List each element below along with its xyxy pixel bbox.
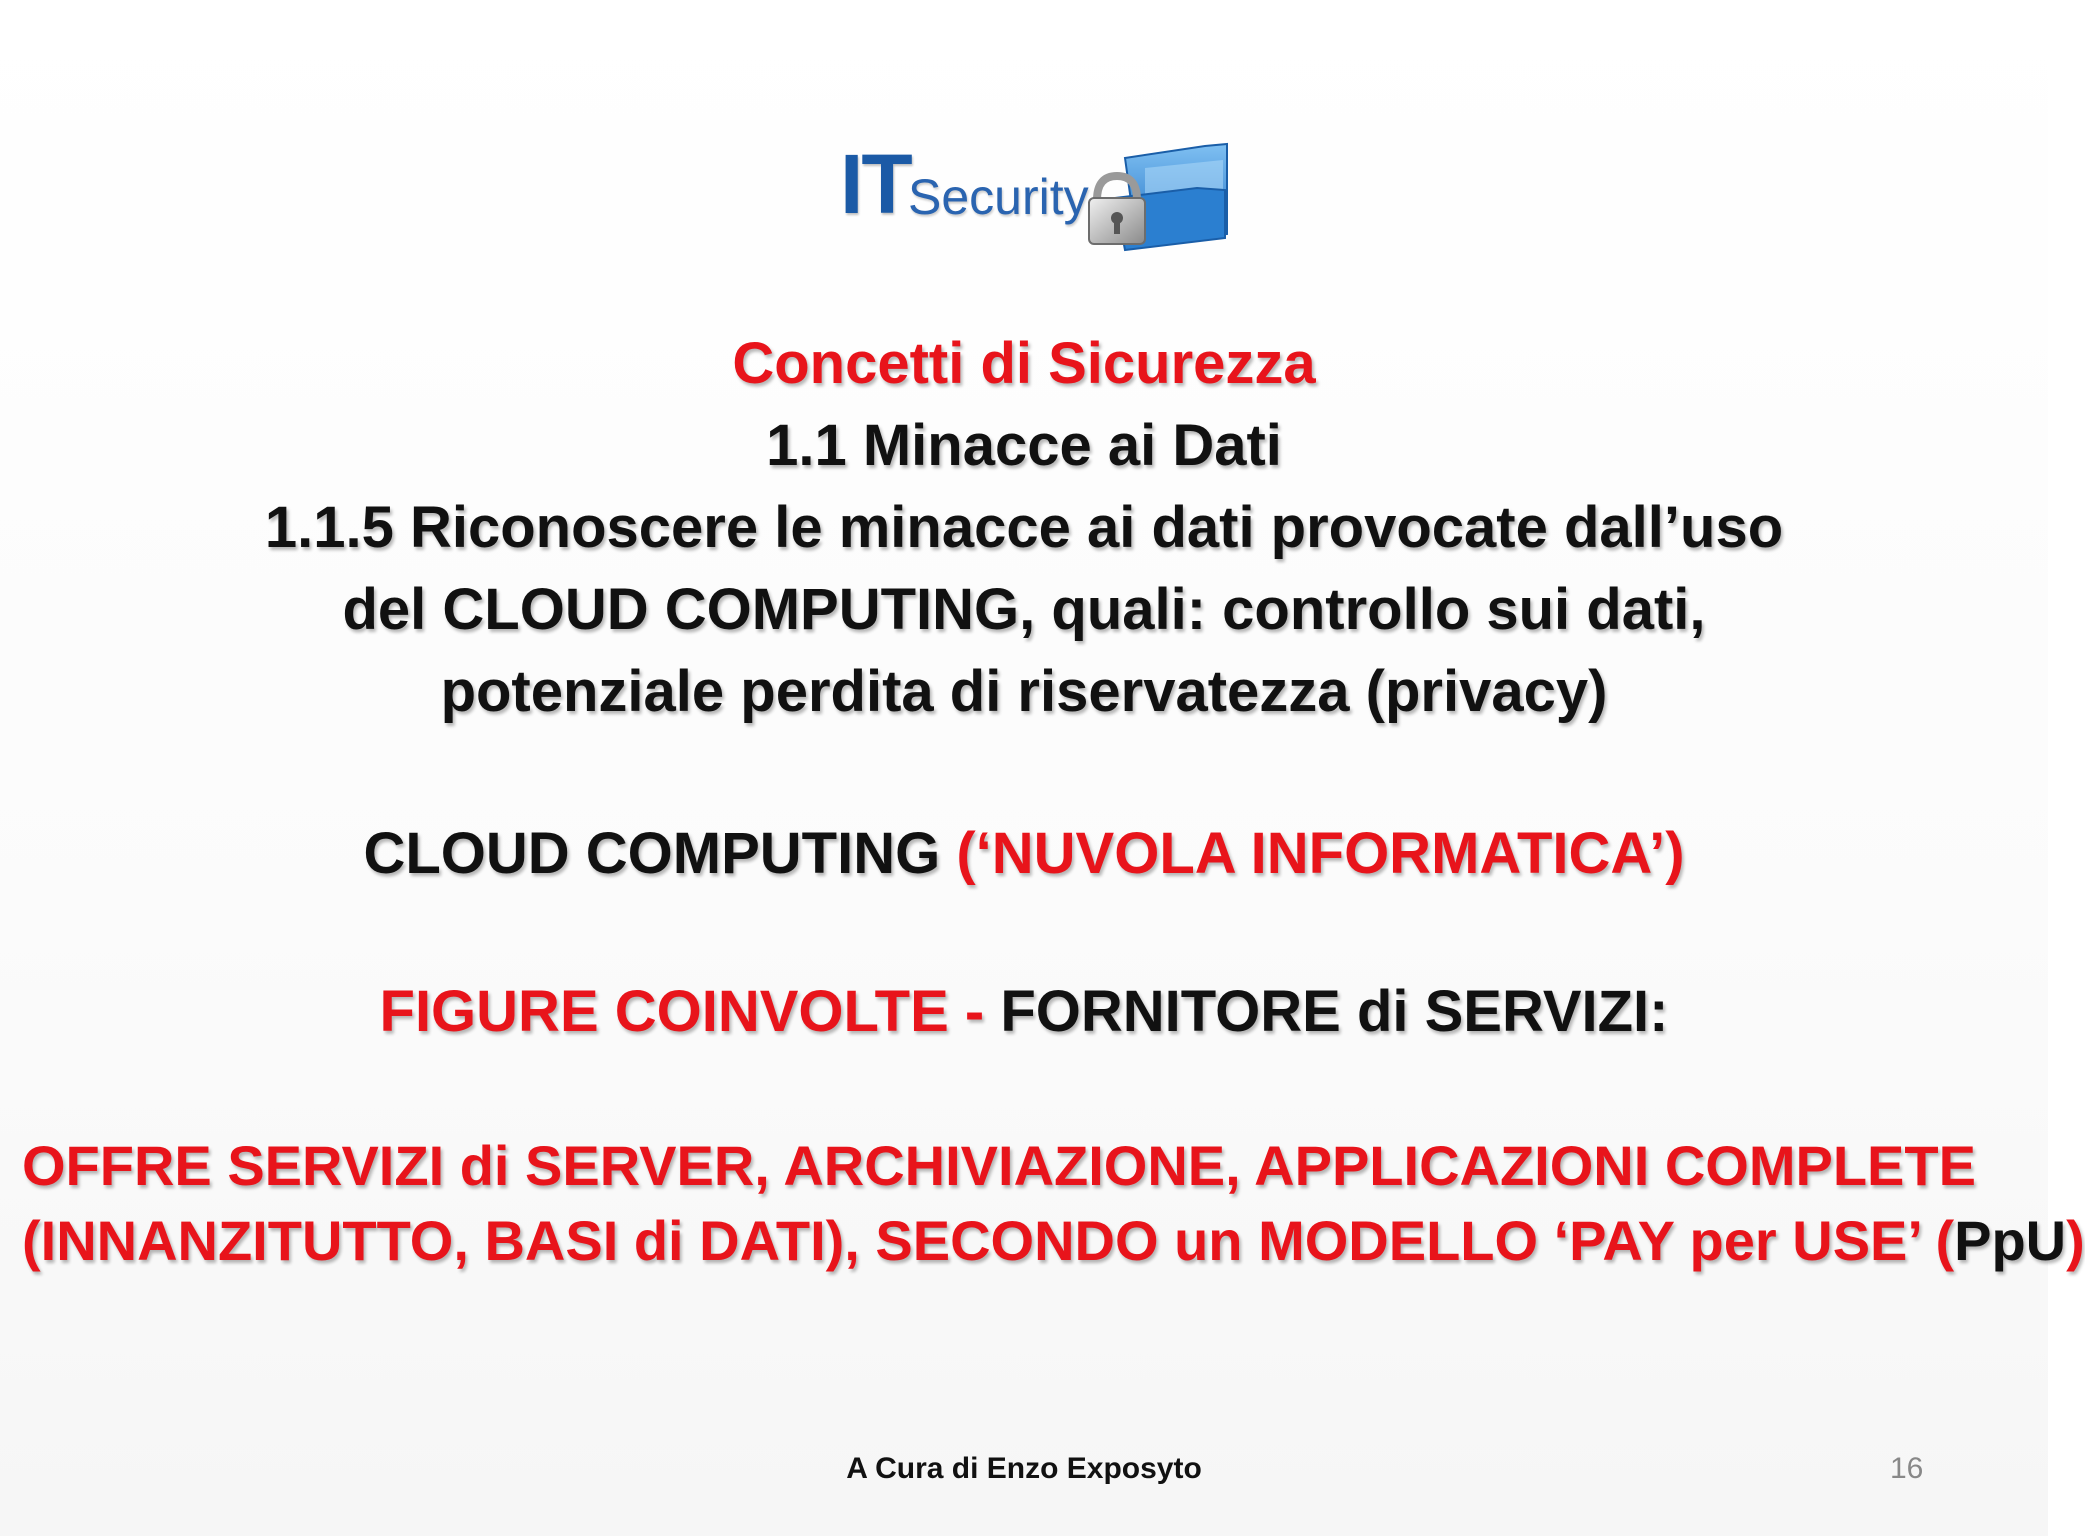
folder-lock-icon [1085, 138, 1235, 256]
offer-paren-close: ) [2066, 1209, 2085, 1272]
slide-title: Concetti di Sicurezza [732, 331, 1316, 396]
figures-role: FORNITORE di SERVIZI: [1000, 979, 1669, 1044]
offer-line-2 [22, 1209, 2085, 1273]
figures-heading [0, 980, 2048, 1045]
it-security-logo [840, 138, 1240, 258]
offer-ppu: PpU [1954, 1209, 2067, 1272]
offer-line-1: OFFRE SERVIZI di SERVER, ARCHIVIAZIONE, APPLICAZIONI COMPLETE [22, 1134, 1976, 1197]
offer-line-2-text: (INNANZITUTTO, BASI di DATI), SECONDO un MODELLO ‘PAY per USE’ [22, 1209, 1920, 1272]
cloud-computing-heading [0, 822, 2048, 887]
footer-credit: A Cura di Enzo Exposyto [846, 1452, 1202, 1485]
page-number: 16 [1890, 1452, 1924, 1485]
subsection-line-2: del CLOUD COMPUTING, quali: controllo sui dati, [342, 577, 1706, 642]
subsection-line-3: potenziale perdita di riservatezza (privacy) [440, 659, 1608, 724]
subsection-line-1: 1.1.5 Riconoscere le minacce ai dati provocate dall’uso [264, 495, 1784, 560]
cloud-computing-term: CLOUD COMPUTING [363, 821, 941, 886]
offer-paren-open: ( [1935, 1209, 1955, 1272]
logo-security-text: Security [908, 169, 1089, 225]
logo-it-text: IT [840, 137, 911, 231]
section-heading: 1.1 Minacce ai Dati [766, 413, 1282, 478]
cloud-computing-translation: (‘NUVOLA INFORMATICA’) [956, 821, 1685, 886]
figures-label: FIGURE COINVOLTE - [379, 979, 985, 1044]
